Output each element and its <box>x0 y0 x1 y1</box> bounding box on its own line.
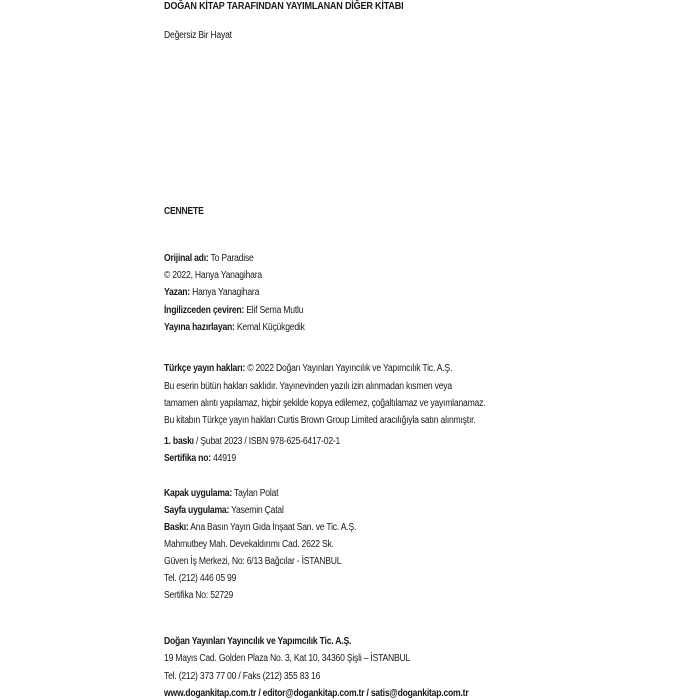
publisher-name: Doğan Yayınları Yayıncılık ve Yapımcılık Tic. A.Ş. <box>164 636 352 647</box>
publisher-contacts: www.dogankitap.com.tr / editor@dogankitap.com.tr / satis@dogankitap.com.tr <box>164 688 469 699</box>
rights-line-2: Bu eserin bütün hakları saklıdır. Yayınevinden yazılı izin alınmadan kısmen veya <box>164 381 452 392</box>
rights-line-3: tamamen alıntı yapılamaz, hiçbir şekilde kopya edilemez, çoğaltılamaz ve yayımlanamaz. <box>164 398 486 409</box>
translator-line: İngilizceden çeviren: Elif Sema Mutlu <box>164 305 304 316</box>
printer-certificate: Sertifika No: 52729 <box>164 590 234 601</box>
cover-design-line: Kapak uygulama: Taylan Polat <box>164 488 279 499</box>
layout-design-line: Sayfa uygulama: Yasemin Çatal <box>164 505 284 516</box>
printer-address-1: Mahmutbey Mah. Devekaldırımı Cad. 2622 Sk. <box>164 539 334 550</box>
book-title: CENNETE <box>164 206 204 217</box>
rights-line-4: Bu kitabın Türkçe yayın hakları Curtis Brown Group Limited aracılığıyla satın alınmıştır. <box>164 415 476 426</box>
publisher-address: 19 Mayıs Cad. Golden Plaza No. 3, Kat 10, 34360 Şişli – İSTANBUL <box>164 653 411 664</box>
printer-address-2: Güven İş Merkezi, No: 6/13 Bağcılar - İSTANBUL <box>164 556 342 567</box>
editor-line: Yayına hazırlayan: Kemal Küçükgedik <box>164 322 305 333</box>
printer-phone: Tel. (212) 446 05 99 <box>164 573 237 584</box>
printer-line: Baskı: Ana Basın Yayın Gıda İnşaat San. ve Tic. A.Ş. <box>164 522 357 533</box>
other-books-heading: DOĞAN KİTAP TARAFINDAN YAYIMLANAN DİĞER KİTABI <box>164 0 404 12</box>
certificate-line: Sertifika no: 44919 <box>164 453 236 464</box>
author-line: Yazan: Hanya Yanagihara <box>164 287 260 298</box>
other-book-title: Değersiz Bir Hayat <box>164 30 232 41</box>
copyright-line: © 2022, Hanya Yanagihara <box>164 270 262 281</box>
original-title-line: Orijinal adı: To Paradise <box>164 253 254 264</box>
rights-line-1: Türkçe yayın hakları: © 2022 Doğan Yayınları Yayıncılık ve Yapımcılık Tic. A.Ş. <box>164 363 453 374</box>
publisher-phone: Tel. (212) 373 77 00 / Faks (212) 355 83 16 <box>164 671 321 682</box>
edition-line: 1. baskı / Şubat 2023 / ISBN 978-625-6417-02-1 <box>164 436 341 447</box>
